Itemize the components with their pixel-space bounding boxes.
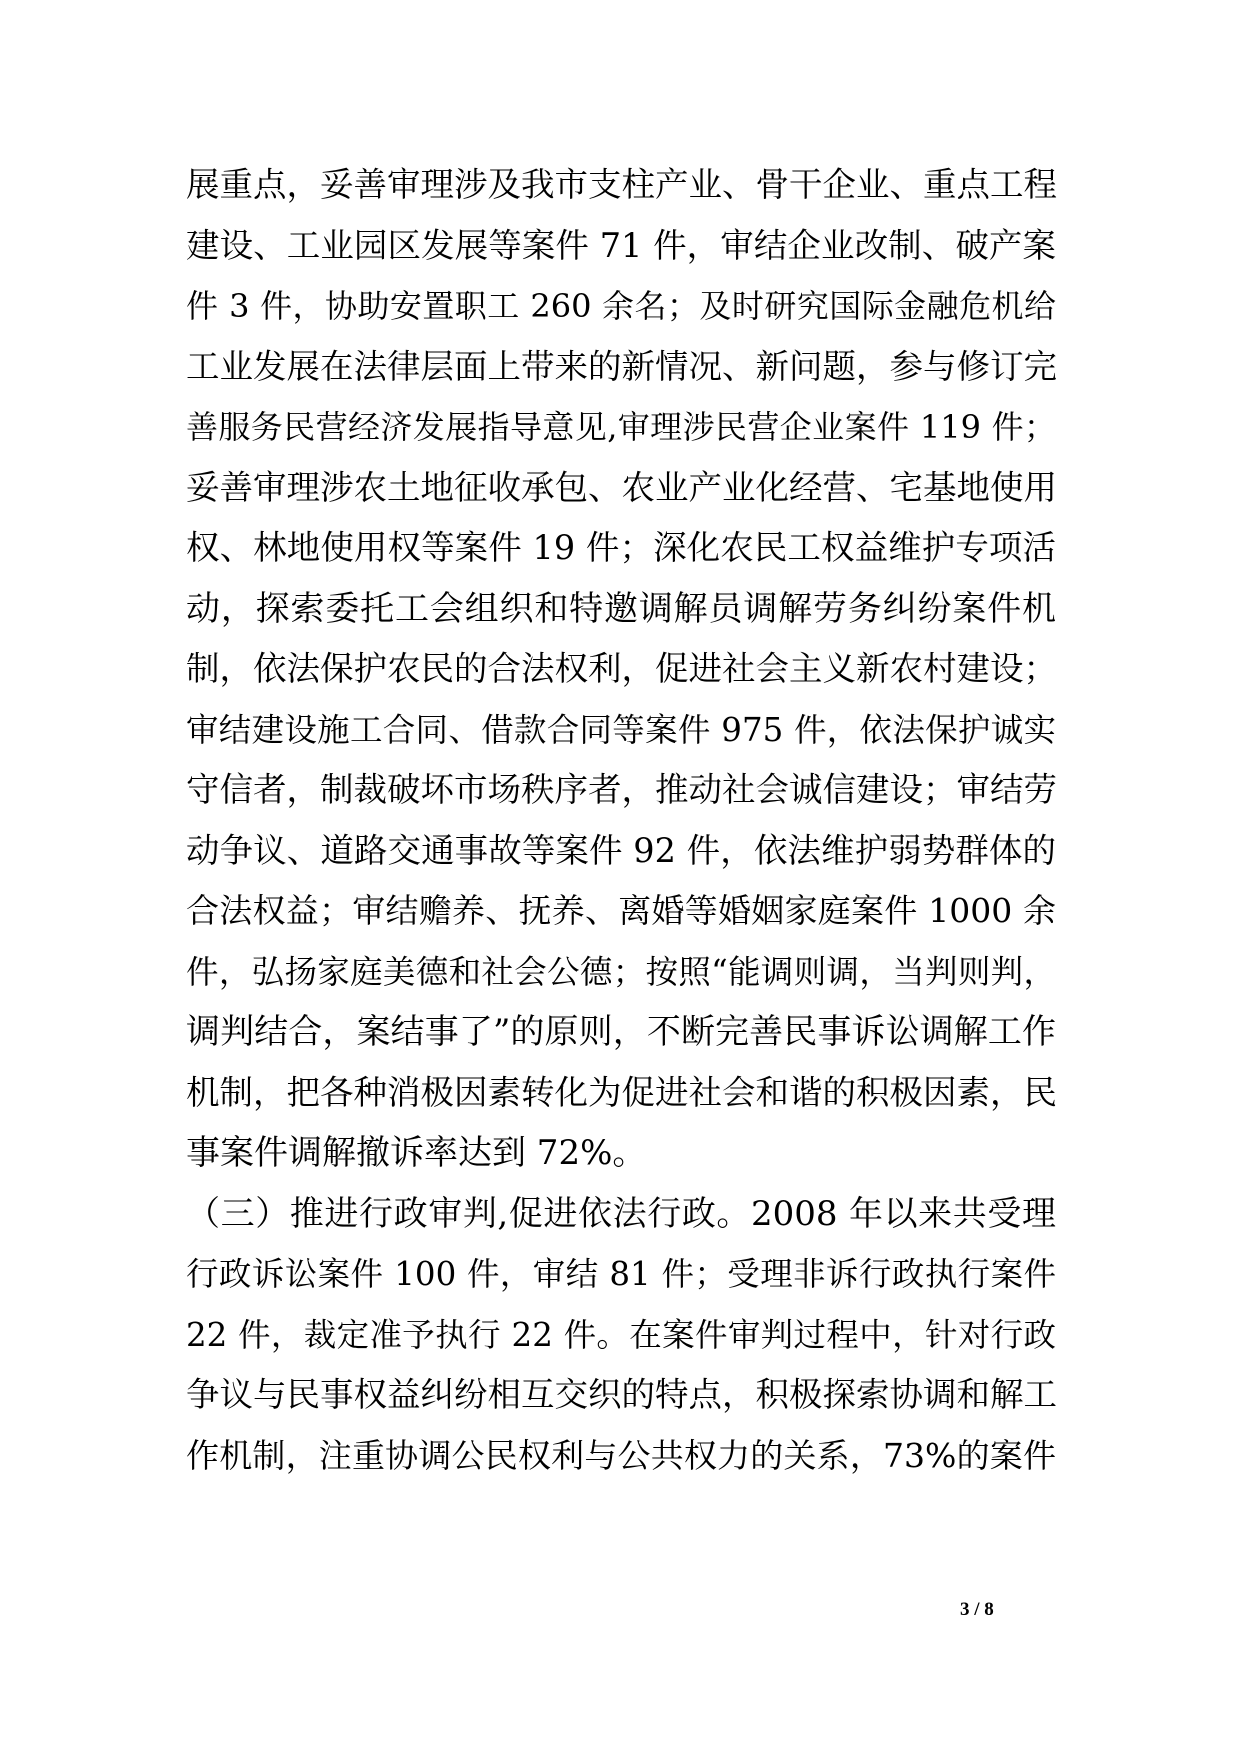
text-line: 建设、工业园区发展等案件 71 件，审结企业改制、破产案 xyxy=(186,225,1056,265)
text-line: 审结建设施工合同、借款合同等案件 975 件，依法保护诚实 xyxy=(186,710,1056,749)
text-line: 争议与民事权益纠纷相互交织的特点，积极探索协调和解工 xyxy=(186,1375,1057,1414)
text-line: 行政诉讼案件 100 件，审结 81 件；受理非诉行政执行案件 xyxy=(186,1255,1056,1293)
text-line: 机制，把各种消极因素转化为促进社会和谐的积极因素，民 xyxy=(186,1072,1057,1112)
text-line: 件 3 件，协助安置职工 260 余名；及时研究国际金融危机给 xyxy=(186,287,1056,325)
page-number: 3 / 8 xyxy=(960,1599,994,1620)
section-heading-line: （三）推进行政审判,促进依法行政。2008 年以来共受理 xyxy=(186,1193,1056,1234)
text-line: 件，弘扬家庭美德和社会公德；按照“能调则调，当判则判， xyxy=(186,952,1056,991)
text-line: 妥善审理涉农土地征收承包、农业产业化经营、宅基地使用 xyxy=(186,467,1057,507)
text-line: 动争议、道路交通事故等案件 92 件，依法维护弱势群体的 xyxy=(186,830,1056,870)
text-line: 守信者，制裁破坏市场秩序者，推动社会诚信建设；审结劳 xyxy=(186,770,1057,809)
text-line: 调判结合，案结事了”的原则，不断完善民事诉讼调解工作 xyxy=(186,1012,1056,1052)
body-text xyxy=(186,155,1056,1486)
text-line: 善服务民营经济发展指导意见,审理涉民营企业案件 119 件； xyxy=(186,408,1056,446)
paragraph-end-line: 事案件调解撤诉率达到 72%。 xyxy=(186,1133,647,1173)
text-line: 动，探索委托工会组织和特邀调解员调解劳务纠纷案件机 xyxy=(186,588,1056,629)
text-line: 展重点，妥善审理涉及我市支柱产业、骨干企业、重点工程 xyxy=(186,165,1057,204)
text-line: 工业发展在法律层面上带来的新情况、新问题，参与修订完 xyxy=(186,346,1057,386)
text-line: 权、林地使用权等案件 19 件；深化农民工权益维护专项活 xyxy=(186,528,1056,567)
text-line: 作机制，注重协调公民权利与公共权力的关系，73%的案件 xyxy=(186,1435,1056,1475)
text-line: 合法权益；审结赡养、抚养、离婚等婚姻家庭案件 1000 余 xyxy=(186,891,1056,930)
text-line: 22 件，裁定准予执行 22 件。在案件审判过程中，针对行政 xyxy=(186,1315,1056,1354)
text-line: 制，依法保护农民的合法权利，促进社会主义新农村建设； xyxy=(186,649,1057,688)
